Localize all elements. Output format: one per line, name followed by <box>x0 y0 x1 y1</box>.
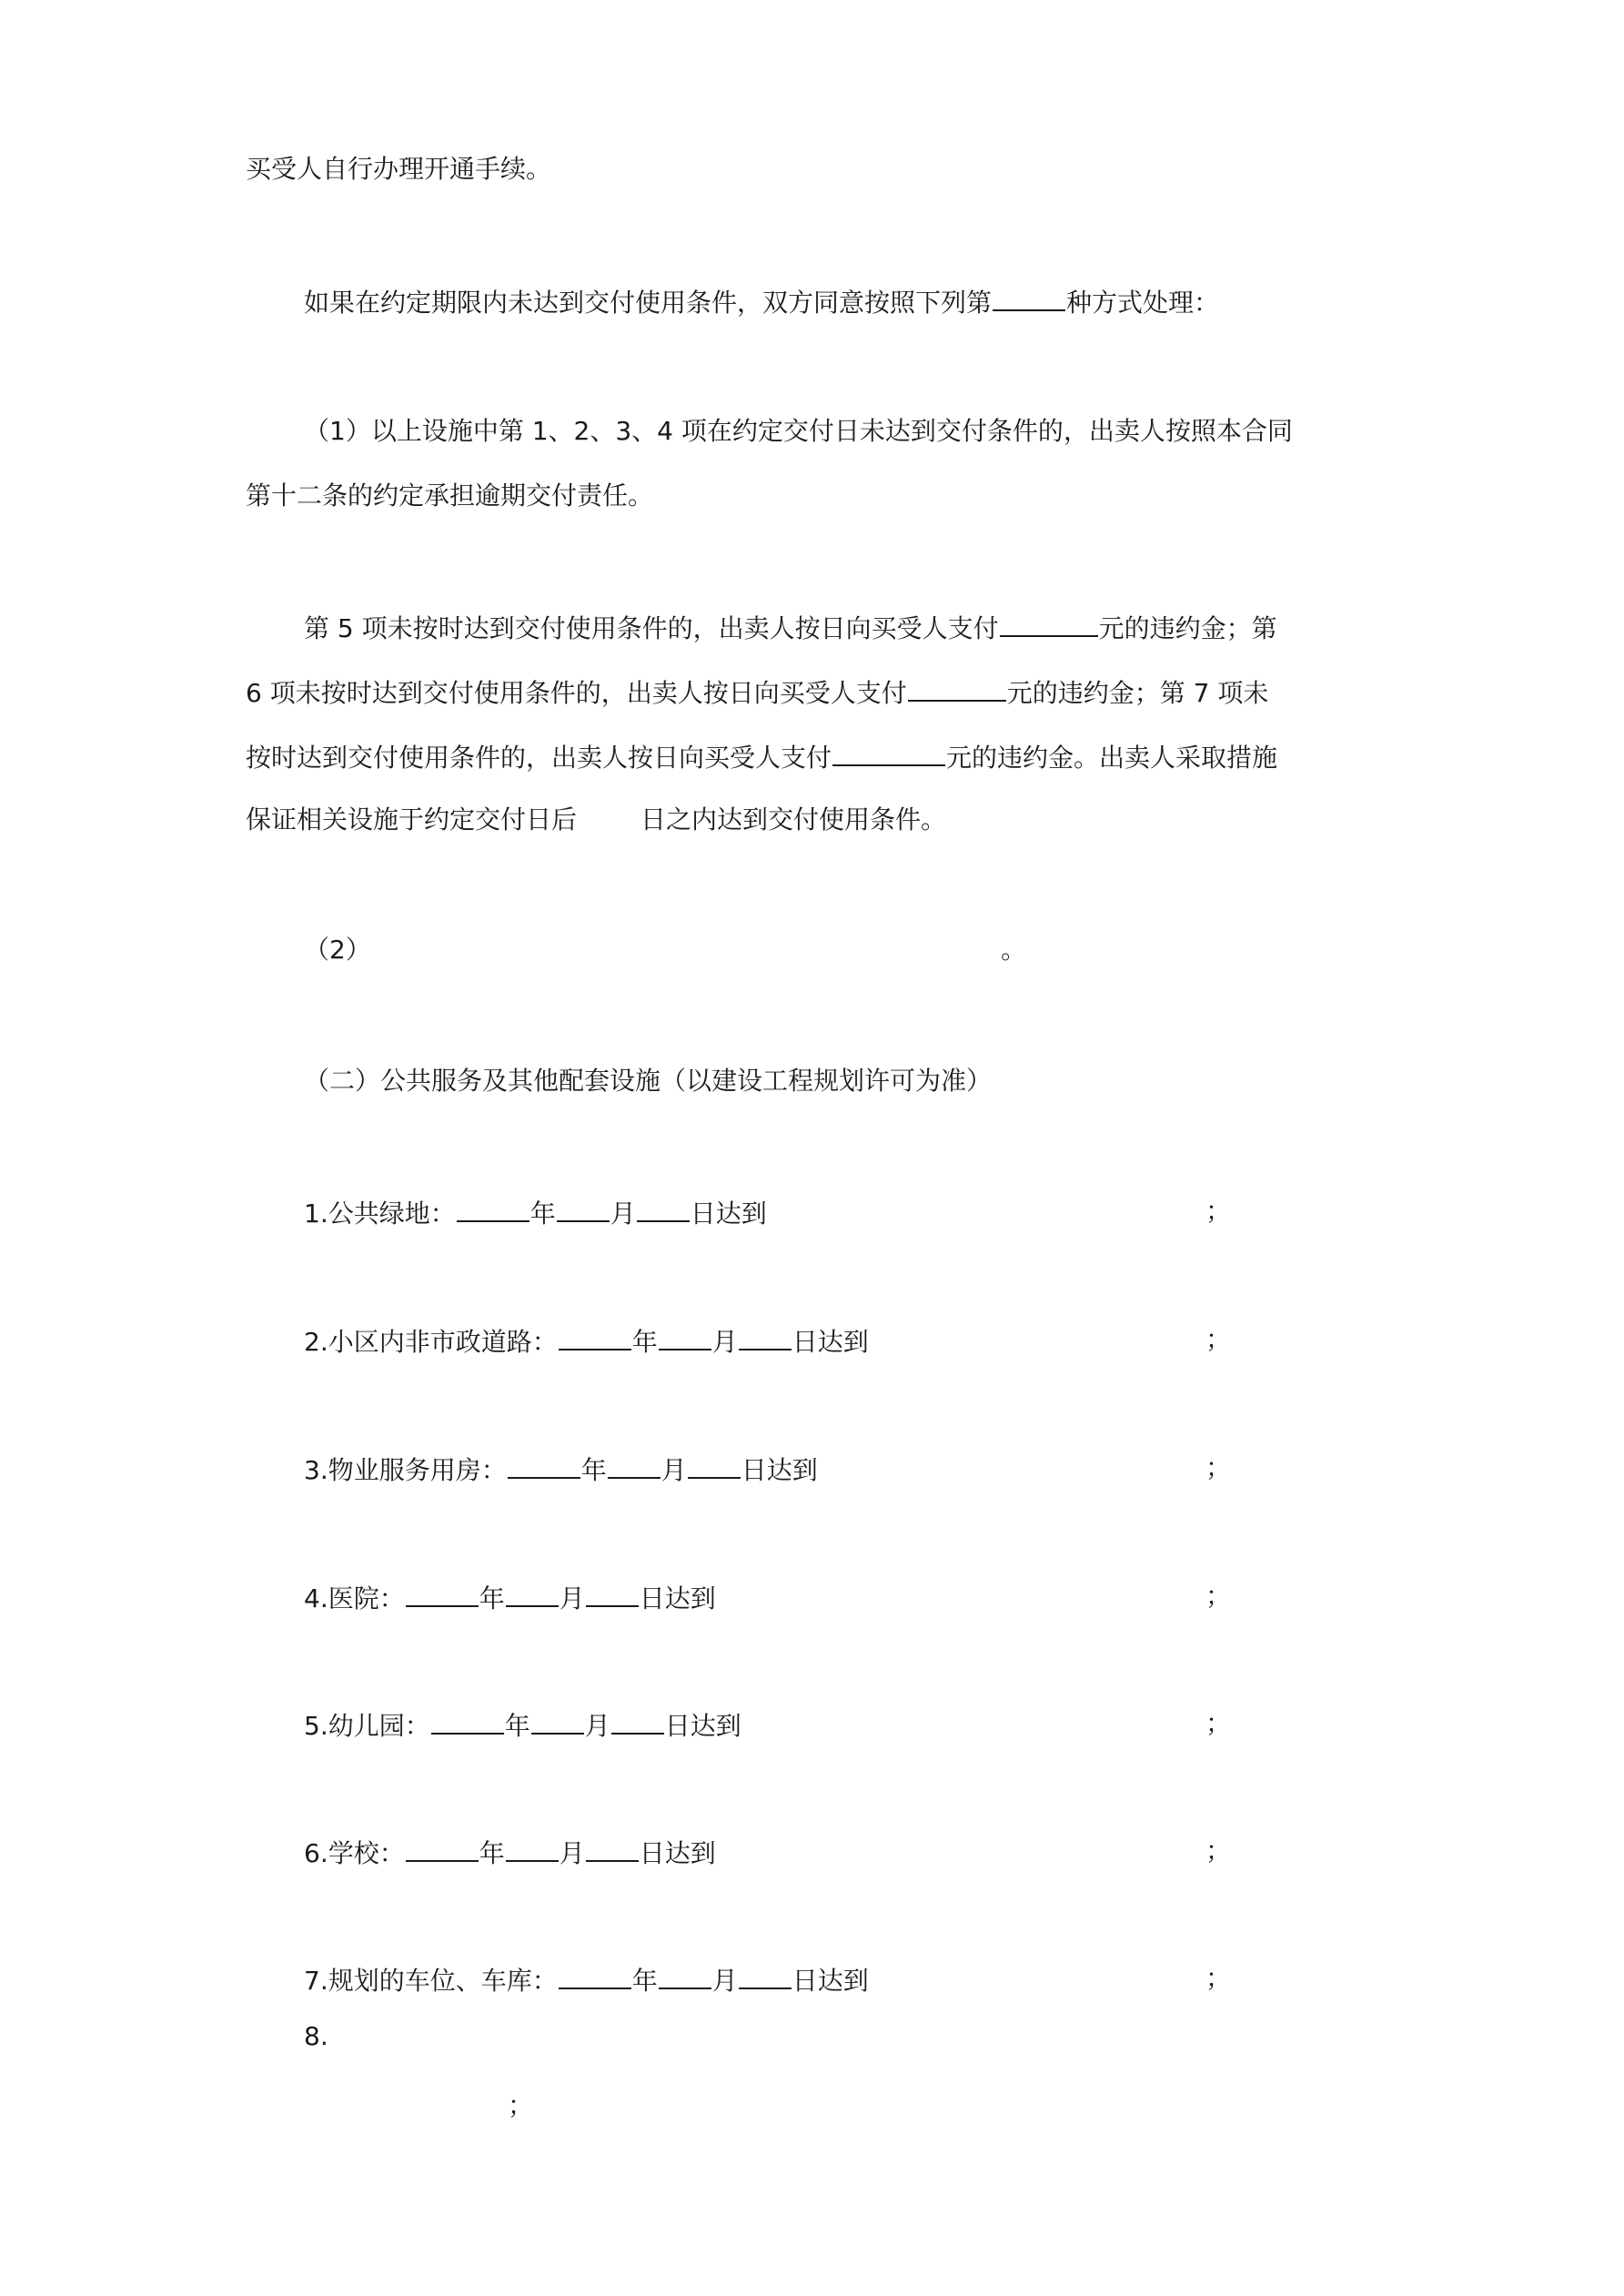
paragraph-opening-procedures: 买受人自行办理开通手续。 <box>246 154 552 184</box>
day-blank[interactable] <box>586 1833 639 1862</box>
penalty-line-3: 按时达到交付使用条件的，出卖人按日向买受人支付 元的违约金。出卖人采取措施 <box>246 737 1277 776</box>
item-8-semicolon: ； <box>508 2090 534 2120</box>
month-blank[interactable] <box>608 1450 661 1479</box>
item-kindergarten: 5.幼儿园： 年 月 日达到 <box>304 1705 741 1745</box>
item-internal-roads: 2.小区内非市政道路： 年 月 日达到 <box>304 1321 869 1360</box>
item-hospital: 4.医院： 年 月 日达到 <box>304 1578 716 1617</box>
item-2-semicolon: ； <box>1205 1324 1232 1354</box>
month-blank[interactable] <box>557 1193 610 1222</box>
day-blank[interactable] <box>688 1450 741 1479</box>
item-3-semicolon: ； <box>1205 1452 1232 1482</box>
item-6-semicolon: ； <box>1205 1836 1232 1866</box>
month-blank[interactable] <box>506 1833 559 1862</box>
year-blank[interactable] <box>431 1705 504 1735</box>
penalty-item5-blank[interactable] <box>1000 608 1098 637</box>
penalty-item6-blank[interactable] <box>908 673 1006 702</box>
item-5-semicolon: ； <box>1205 1708 1232 1738</box>
section-title: （二）公共服务及其他配套设施（以建设工程规划许可为准） <box>304 1066 993 1096</box>
month-blank[interactable] <box>506 1578 559 1607</box>
penalty-item7-blank[interactable] <box>832 737 945 766</box>
day-blank[interactable] <box>586 1578 639 1607</box>
penalty-line-4: 保证相关设施于约定交付日后 日之内达到交付使用条件。 <box>246 804 947 834</box>
day-blank[interactable] <box>739 1960 792 1989</box>
clause-2-end: 。 <box>1001 935 1027 965</box>
clause-1-line-1: （1）以上设施中第 1、2、3、4 项在约定交付日未达到交付条件的，出卖人按照本合同 <box>304 416 1293 446</box>
year-blank[interactable] <box>559 1960 631 1989</box>
penalty-line-1: 第 5 项未按时达到交付使用条件的，出卖人按日向买受人支付 元的违约金；第 <box>304 608 1277 647</box>
month-blank[interactable] <box>659 1960 711 1989</box>
month-blank[interactable] <box>659 1321 711 1350</box>
year-blank[interactable] <box>559 1321 631 1350</box>
year-blank[interactable] <box>508 1450 580 1479</box>
clause-2-label: （2） <box>304 935 371 965</box>
item-parking: 7.规划的车位、车库： 年 月 日达到 <box>304 1960 869 1999</box>
day-blank[interactable] <box>637 1193 690 1222</box>
year-blank[interactable] <box>406 1833 479 1862</box>
penalty-line-2: 6 项未按时达到交付使用条件的，出卖人按日向买受人支付 元的违约金；第 7 项未 <box>246 673 1268 712</box>
item-7-semicolon: ； <box>1205 1963 1232 1993</box>
clause-1-line-2: 第十二条的约定承担逾期交付责任。 <box>246 480 654 511</box>
day-blank[interactable] <box>611 1705 664 1735</box>
day-blank[interactable] <box>739 1321 792 1350</box>
paragraph-handling-method: 如果在约定期限内未达到交付使用条件，双方同意按照下列第 种方式处理： <box>304 282 1219 321</box>
item-1-semicolon: ； <box>1205 1196 1232 1226</box>
item-4-semicolon: ； <box>1205 1581 1232 1611</box>
year-blank[interactable] <box>457 1193 530 1222</box>
item-8-label: 8. <box>304 2021 328 2051</box>
method-number-blank[interactable] <box>993 282 1065 311</box>
item-school: 6.学校： 年 月 日达到 <box>304 1833 716 1872</box>
month-blank[interactable] <box>531 1705 584 1735</box>
item-property-service-rooms: 3.物业服务用房： 年 月 日达到 <box>304 1450 818 1489</box>
year-blank[interactable] <box>406 1578 479 1607</box>
item-public-green: 1.公共绿地： 年 月 日达到 <box>304 1193 767 1232</box>
